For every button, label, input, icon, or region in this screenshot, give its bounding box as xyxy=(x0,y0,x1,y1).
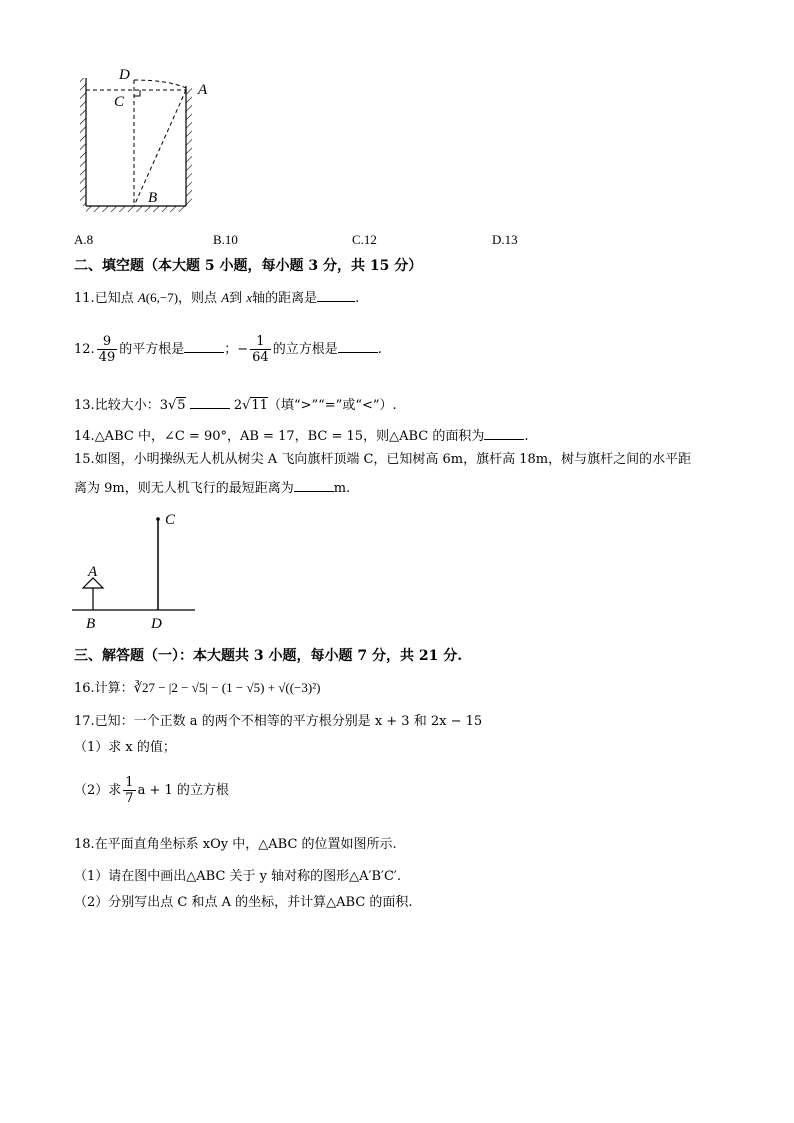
option-d: D.13 xyxy=(492,232,518,247)
question-14: 14.△ABC 中，∠C = 90°，AB = 17，BC = 15，则△ABC 的面积为 . xyxy=(74,429,529,444)
label-D: D xyxy=(119,67,130,83)
option-b: B.10 xyxy=(213,232,238,247)
label-B: B xyxy=(148,190,158,206)
label-C: C xyxy=(114,94,125,110)
question-16: 16.计算：∛27 − |2 − √5| − (1 − √5) + √((−3)²) xyxy=(74,680,321,696)
option-c: C.12 xyxy=(352,232,377,247)
question-18-part-1: （1）请在图中画出△ABC 关于 y 轴对称的图形△A′B′C′. xyxy=(74,869,402,884)
question-17-part-2: （2）求 $\frac{1}{7}$ a + 1 的立方根 xyxy=(74,775,229,806)
question-15-line-2: 离为 9m，则无人机飞行的最短距离为 m. xyxy=(74,481,351,496)
label-D: D xyxy=(151,616,162,632)
label-C: C xyxy=(165,512,176,528)
question-17-line-1: 17.已知：一个正数 a 的两个不相等的平方根分别是 x + 3 和 2x − 15 xyxy=(74,714,483,729)
question-12: 12. $\frac{9}{49}$ 的平方根是 ；− $\frac{1}{64}$ 的立方根是 . xyxy=(74,334,382,365)
label-A: A xyxy=(88,564,98,580)
section-2-title: 二、填空题（本大题 5 小题，每小题 3 分，共 15 分） xyxy=(74,258,423,274)
question-13: 13.比较大小：3√5 2√11（填“>”“=”或“<”）. xyxy=(74,398,397,413)
question-18-part-2: （2）分别写出点 C 和点 A 的坐标，并计算△ABC 的面积. xyxy=(74,895,413,910)
section-3-title: 三、解答题（一）：本大题共 3 小题，每小题 7 分，共 21 分. xyxy=(74,648,463,664)
label-B: B xyxy=(86,616,96,632)
question-15-line-1: 15.如图，小明操纵无人机从树尖 A 飞向旗杆顶端 C，已知树高 6m，旗杆高 18m，树与旗杆之间的水平距 xyxy=(74,452,692,467)
question-17-part-1: （1）求 x 的值； xyxy=(74,740,176,755)
question-18-line-1: 18.在平面直角坐标系 xOy 中，△ABC 的位置如图所示. xyxy=(74,837,397,852)
label-A: A xyxy=(198,82,208,98)
question-11: 11.已知点 A(6,−7)，则点 A到 x轴的距离是 . xyxy=(74,290,360,306)
option-a: A.8 xyxy=(74,232,94,247)
